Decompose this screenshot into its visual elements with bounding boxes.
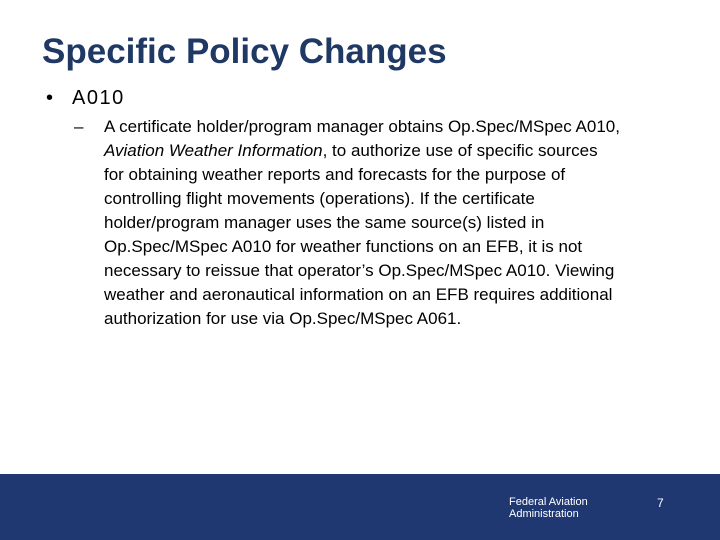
footer-bar (0, 474, 720, 540)
agency-line-1: Federal Aviation (509, 496, 588, 508)
paragraph-line-8: weather and aeronautical information on an EFB requires additional (104, 285, 613, 304)
footer-agency-name (509, 496, 588, 520)
paragraph-line-3: for obtaining weather reports and forecasts for the purpose of (104, 165, 566, 184)
sub-bullet-marker: – (74, 117, 84, 136)
paragraph-line-9: authorization for use via Op.Spec/MSpec A061. (104, 309, 462, 328)
bullet-item-a010 (46, 86, 125, 110)
paragraph-line-6: Op.Spec/MSpec A010 for weather functions on an EFB, it is not (104, 237, 583, 256)
bullet-marker: • (46, 87, 54, 109)
paragraph-line-5: holder/program manager uses the same source(s) listed in (104, 213, 545, 232)
paragraph-line-7: necessary to reissue that operator’s Op.Spec/MSpec A010. Viewing (104, 261, 615, 280)
sub-bullet-paragraph (104, 115, 714, 331)
agency-line-2: Administration (509, 508, 579, 520)
publication-title: Aviation Weather Information (104, 141, 323, 160)
paragraph-line-2 (104, 139, 714, 163)
bullet-text: A010 (72, 87, 125, 109)
paragraph-line-4: controlling flight movements (operations). If the certificate (104, 189, 535, 208)
paragraph-line-1: A certificate holder/program manager obtains Op.Spec/MSpec A010, (104, 117, 620, 136)
paragraph-line-2-rest: , to authorize use of specific sources (322, 141, 598, 160)
slide-title: Specific Policy Changes (42, 32, 447, 71)
page-number: 7 (657, 496, 664, 510)
sub-bullet-item (74, 115, 714, 331)
